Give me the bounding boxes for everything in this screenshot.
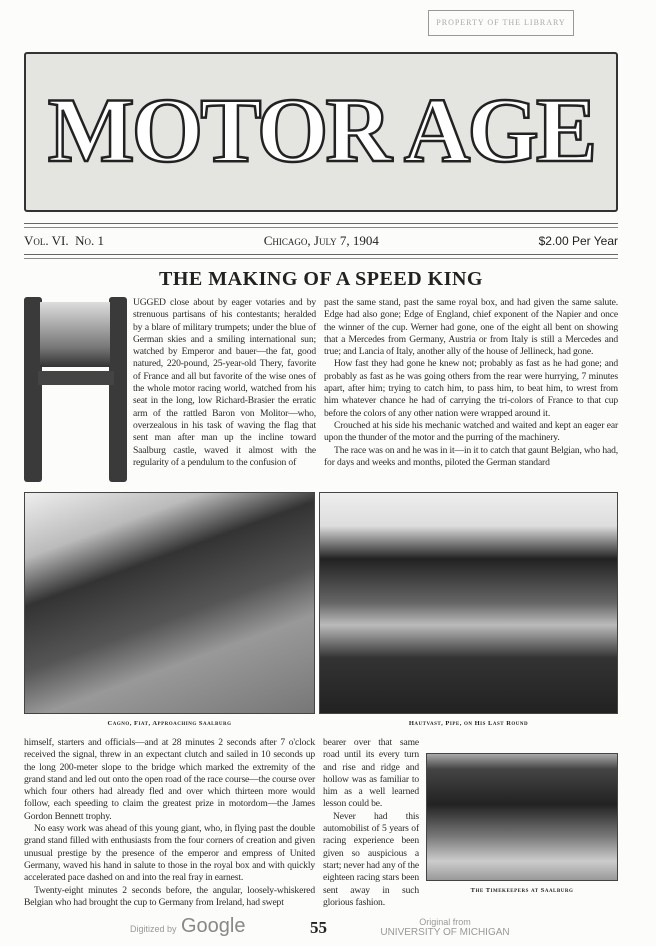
caption-timekeepers: The Timekeepers at Saalburg — [470, 887, 574, 894]
photo-right-block — [319, 492, 618, 729]
article-title: THE MAKING OF A SPEED KING — [159, 268, 483, 290]
caption-left-photo: Cagno, Fiat, Approaching Saalburg — [107, 720, 232, 727]
library-stamp: PROPERTY OF THE LIBRARY — [428, 10, 574, 36]
dropcap-illustration — [24, 297, 127, 482]
digitized-by-label: Digitized by — [130, 924, 177, 935]
original-from-label: Original from — [419, 917, 471, 928]
digitized-by-google — [130, 915, 310, 938]
google-logo: Google — [180, 915, 246, 938]
article-column-2-top — [324, 297, 618, 469]
paragraph: How fast they had gone he knew not; probably as fast as he had gone; and probably as fast as he was going others from the rear were hurrying, 7 minutes apart, after him; trying to catch him, to pass him, to beat him, to wrest from him whatever chance he had of carrying the tri-colors of France to that cup before the colors of any other nation were wrapped around it. — [324, 358, 618, 419]
university-label: UNIVERSITY OF MICHIGAN — [380, 927, 510, 939]
issue-date: Chicago, July 7, 1904 — [263, 233, 379, 248]
paragraph: No easy work was ahead of this young giant, who, in flying past the double grand stand filled with enthusiasts from the four corners of creation and given unusual prestige by the presence of the emperor and empress of United Germany, waved his hand in salute to those in the royal box and with quickly accelerated pace dashed on and into the real fray in earnest. — [24, 823, 315, 884]
article-column-1-bottom — [24, 737, 315, 909]
issue-line — [24, 231, 618, 251]
paragraph: The race was on and he was in it—in it to catch that gaunt Belgian, who had, for days and weeks and months, piloted the German standard — [324, 444, 618, 468]
article-column-1-top — [133, 297, 316, 469]
volume: Vol. VI. — [24, 233, 69, 248]
page-number: 55 — [310, 918, 327, 938]
issue-number: No. 1 — [75, 233, 105, 248]
paragraph: Never had this automobilist of 5 years of racing experience been given so auspicious a start; never had any of the eighteen racing stars been sent away in such glorious fashion. — [323, 810, 419, 908]
paragraph: himself, starters and officials—and at 28 minutes 2 seconds after 7 o'clock received the signal, threw in an expectant clutch and sailed in 10 seconds up the long 200-meter slope to the bridge which marked the extremity of the grand stand and led out onto the open road of the race course—the course over which four others had already fled and over which thirteen more would follow, each speeding to claim the greatest prize in motordom—the James Gordon Bennett trophy. — [24, 737, 315, 822]
article-column-2-bottom — [323, 737, 419, 909]
issue-price: $2.00 Per Year — [538, 234, 618, 248]
page-footer — [24, 915, 618, 938]
photo-row — [24, 492, 618, 729]
timekeepers-block — [426, 753, 618, 896]
paragraph: bearer over that same road until its every turn and rise and ridge and hollow was as familiar to him as a well learned lesson could be. — [323, 737, 419, 810]
paragraph: Twenty-eight minutes 2 seconds before, the angular, loosely-whiskered Belgian who had brought the cup to Germany from Ireland, had swept — [24, 884, 315, 908]
masthead — [24, 52, 618, 212]
divider — [24, 254, 618, 259]
original-from — [370, 917, 520, 938]
photo-left-block — [24, 492, 315, 729]
photo-hautvast-pipe — [319, 492, 618, 714]
photo-cagno-fiat — [24, 492, 315, 714]
paragraph: Crouched at his side his mechanic watched and waited and kept an eager ear upon the thunder of the motor and the purring of the machinery. — [324, 419, 618, 444]
photo-timekeepers — [426, 753, 618, 881]
divider — [24, 223, 618, 228]
caption-right-photo: Hautvast, Pipe, on His Last Round — [408, 720, 529, 727]
article-bottom-section — [24, 737, 618, 909]
issue-volume — [24, 233, 104, 249]
paragraph: past the same stand, past the same royal box, and had given the same salute. Edge had also gone; Edge of England, chief exponent of the Napier and once the winner of the cup. Werner had gone, one of the eight all bent on showing that a Mercedes from Germany, Austria or from Italy is still a Mercedes and true; and Lancia of Italy, another ally of the house of Jellineck, had gone. — [324, 297, 618, 358]
grandstand-image — [40, 302, 110, 367]
masthead-title: MOTOR AGE — [47, 79, 595, 181]
article-top-section — [24, 297, 618, 482]
paragraph: UGGED close about by eager votaries and by strenuous partisans of his contestants; heralded by a blare of military trumpets; under the blue of German skies and a smiling international sun; watched by Emperor and bauer—the fat, good natured, 220-pound, 25-year-old Thery, favorite of France and all but favorite of the wise ones of the whole motor racing world, watched from his seat in the long, low Richard-Brasier the erratic arm of the rattled Baron von Molitor—who, overzealous in his task of waving the flag that sent man after man up the incline toward Saalburg castle, waved it almost with the regularity of a pendulum to the confusion of — [133, 297, 316, 468]
